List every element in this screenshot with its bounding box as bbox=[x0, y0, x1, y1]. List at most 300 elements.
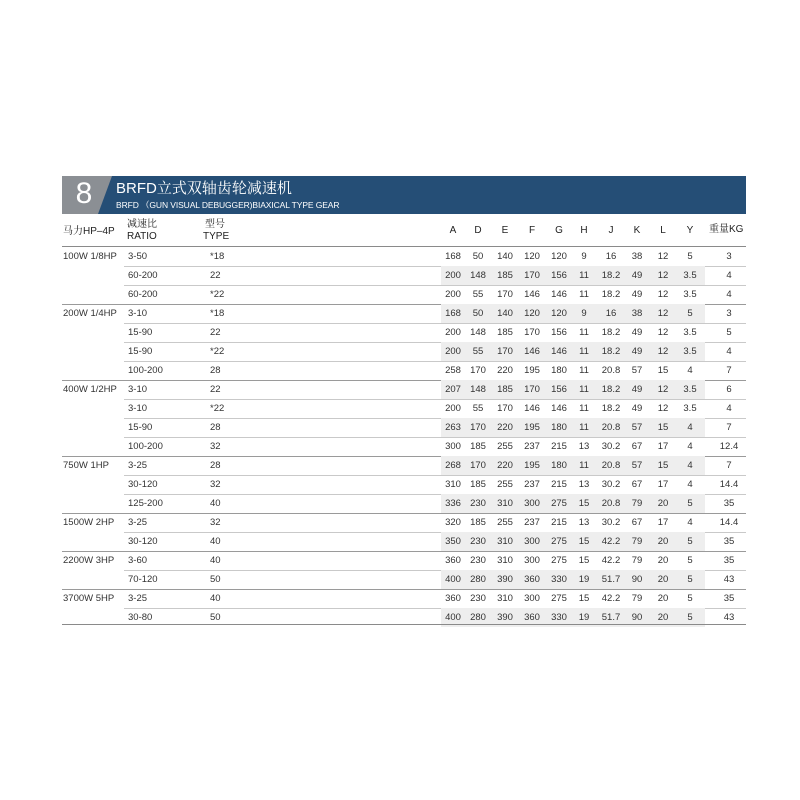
cell-ratio: 60-200 bbox=[128, 289, 158, 300]
cell-dim-f: 195 bbox=[524, 460, 540, 471]
cell-dim-k: 49 bbox=[631, 346, 643, 357]
cell-dim-j: 42.2 bbox=[601, 536, 621, 547]
cell-dim-k: 38 bbox=[631, 251, 643, 262]
cell-ratio: 3-25 bbox=[128, 517, 148, 528]
cell-dim-f: 170 bbox=[524, 384, 540, 395]
cell-dim-j: 20.8 bbox=[601, 498, 621, 509]
cell-type: 50 bbox=[210, 574, 221, 585]
cell-dim-g: 275 bbox=[551, 555, 567, 566]
cell-dim-h: 15 bbox=[578, 498, 590, 509]
cell-dim-a: 310 bbox=[445, 479, 461, 490]
cell-dim-y: 5 bbox=[687, 574, 693, 585]
cell-dim-f: 300 bbox=[524, 536, 540, 547]
cell-dim-f: 146 bbox=[524, 289, 540, 300]
table-row bbox=[0, 418, 800, 437]
cell-dim-e: 185 bbox=[497, 327, 513, 338]
cell-dim-j: 30.2 bbox=[601, 517, 621, 528]
cell-dim-e: 170 bbox=[497, 346, 513, 357]
cell-dim-d: 55 bbox=[472, 403, 484, 414]
header-dim-l: L bbox=[660, 225, 666, 236]
cell-ratio: 3-10 bbox=[128, 403, 148, 414]
cell-ratio: 15-90 bbox=[128, 422, 153, 433]
cell-weight: 35 bbox=[723, 536, 735, 547]
cell-dim-f: 120 bbox=[524, 308, 540, 319]
cell-ratio: 30-120 bbox=[128, 479, 158, 490]
header-ratio-cn: 减速比 bbox=[127, 219, 157, 230]
cell-dim-f: 120 bbox=[524, 251, 540, 262]
cell-dim-a: 200 bbox=[445, 346, 461, 357]
cell-dim-d: 185 bbox=[470, 479, 486, 490]
cell-dim-k: 49 bbox=[631, 403, 643, 414]
cell-type: 40 bbox=[210, 536, 221, 547]
cell-ratio: 3-50 bbox=[128, 251, 148, 262]
cell-weight: 35 bbox=[723, 498, 735, 509]
cell-dim-h: 9 bbox=[581, 251, 587, 262]
cell-dim-h: 15 bbox=[578, 593, 590, 604]
cell-dim-e: 310 bbox=[497, 536, 513, 547]
cell-ratio: 100-200 bbox=[128, 365, 163, 376]
cell-dim-f: 170 bbox=[524, 327, 540, 338]
cell-dim-j: 18.2 bbox=[601, 346, 621, 357]
cell-dim-f: 170 bbox=[524, 270, 540, 281]
cell-dim-d: 55 bbox=[472, 289, 484, 300]
cell-dim-l: 20 bbox=[657, 555, 669, 566]
cell-dim-a: 168 bbox=[445, 251, 461, 262]
cell-dim-y: 5 bbox=[687, 536, 693, 547]
cell-dim-g: 215 bbox=[551, 479, 567, 490]
cell-dim-g: 330 bbox=[551, 612, 567, 623]
cell-power: 400W 1/2HP bbox=[63, 384, 117, 395]
cell-dim-g: 215 bbox=[551, 441, 567, 452]
table-row bbox=[0, 551, 800, 570]
cell-dim-k: 67 bbox=[631, 479, 643, 490]
cell-dim-d: 148 bbox=[470, 384, 486, 395]
cell-weight: 7 bbox=[726, 422, 732, 433]
cell-dim-l: 20 bbox=[657, 612, 669, 623]
cell-dim-e: 170 bbox=[497, 403, 513, 414]
cell-dim-k: 57 bbox=[631, 422, 643, 433]
cell-dim-y: 5 bbox=[687, 555, 693, 566]
cell-dim-y: 3.5 bbox=[683, 346, 697, 357]
cell-dim-g: 156 bbox=[551, 327, 567, 338]
header-power: 马力HP–4P bbox=[63, 226, 115, 237]
cell-weight: 4 bbox=[726, 289, 732, 300]
cell-dim-f: 360 bbox=[524, 574, 540, 585]
cell-dim-f: 237 bbox=[524, 479, 540, 490]
cell-type: 32 bbox=[210, 517, 221, 528]
table-row bbox=[0, 323, 800, 342]
cell-dim-h: 11 bbox=[579, 346, 589, 357]
cell-dim-a: 168 bbox=[445, 308, 461, 319]
cell-dim-d: 280 bbox=[470, 574, 486, 585]
header-dim-d: D bbox=[474, 225, 482, 236]
cell-dim-d: 55 bbox=[472, 346, 484, 357]
table-row bbox=[0, 494, 800, 513]
cell-dim-h: 11 bbox=[579, 327, 589, 338]
cell-dim-l: 12 bbox=[657, 384, 669, 395]
cell-type: 40 bbox=[210, 498, 221, 509]
cell-dim-d: 230 bbox=[470, 555, 486, 566]
cell-dim-a: 350 bbox=[445, 536, 461, 547]
cell-dim-a: 268 bbox=[445, 460, 461, 471]
cell-dim-l: 12 bbox=[657, 346, 669, 357]
cell-dim-a: 258 bbox=[445, 365, 461, 376]
cell-dim-j: 42.2 bbox=[601, 555, 621, 566]
cell-dim-h: 11 bbox=[579, 289, 589, 300]
cell-dim-a: 400 bbox=[445, 574, 461, 585]
cell-weight: 12.4 bbox=[719, 441, 739, 452]
cell-dim-e: 185 bbox=[497, 384, 513, 395]
table-row bbox=[0, 475, 800, 494]
cell-dim-h: 11 bbox=[579, 403, 589, 414]
cell-weight: 35 bbox=[723, 593, 735, 604]
cell-weight: 7 bbox=[726, 460, 732, 471]
cell-dim-h: 19 bbox=[578, 612, 590, 623]
cell-dim-l: 20 bbox=[657, 536, 669, 547]
cell-dim-k: 67 bbox=[631, 517, 643, 528]
cell-dim-d: 185 bbox=[470, 517, 486, 528]
cell-dim-j: 18.2 bbox=[601, 289, 621, 300]
cell-dim-y: 5 bbox=[687, 498, 693, 509]
header-dim-y: Y bbox=[686, 225, 694, 236]
cell-dim-d: 170 bbox=[470, 365, 486, 376]
cell-type: 22 bbox=[210, 327, 221, 338]
cell-dim-g: 146 bbox=[551, 289, 567, 300]
cell-dim-a: 360 bbox=[445, 593, 461, 604]
cell-dim-e: 310 bbox=[497, 498, 513, 509]
cell-dim-e: 390 bbox=[497, 612, 513, 623]
cell-dim-l: 12 bbox=[657, 308, 669, 319]
header-dim-h: H bbox=[580, 225, 588, 236]
cell-dim-j: 51.7 bbox=[601, 574, 621, 585]
cell-dim-g: 180 bbox=[551, 365, 567, 376]
cell-dim-k: 79 bbox=[631, 593, 643, 604]
cell-dim-g: 330 bbox=[551, 574, 567, 585]
cell-dim-y: 3.5 bbox=[683, 327, 697, 338]
table-row bbox=[0, 532, 800, 551]
cell-dim-j: 18.2 bbox=[601, 327, 621, 338]
cell-dim-k: 49 bbox=[631, 384, 643, 395]
cell-dim-l: 17 bbox=[657, 479, 669, 490]
cell-dim-g: 215 bbox=[551, 517, 567, 528]
cell-weight: 3 bbox=[726, 308, 732, 319]
cell-dim-j: 18.2 bbox=[601, 403, 621, 414]
cell-dim-e: 140 bbox=[497, 308, 513, 319]
cell-weight: 5 bbox=[726, 327, 732, 338]
cell-dim-h: 13 bbox=[578, 441, 590, 452]
cell-dim-e: 255 bbox=[497, 517, 513, 528]
cell-dim-y: 5 bbox=[687, 593, 693, 604]
cell-dim-y: 5 bbox=[687, 251, 693, 262]
header-dim-a: A bbox=[449, 225, 457, 236]
cell-dim-j: 18.2 bbox=[601, 270, 621, 281]
cell-dim-d: 185 bbox=[470, 441, 486, 452]
cell-type: *18 bbox=[210, 251, 225, 262]
cell-power: 3700W 5HP bbox=[63, 593, 115, 604]
table-row bbox=[0, 361, 800, 380]
cell-dim-f: 237 bbox=[524, 441, 540, 452]
cell-weight: 14.4 bbox=[719, 479, 739, 490]
table-row bbox=[0, 285, 800, 304]
cell-dim-h: 11 bbox=[579, 270, 589, 281]
cell-dim-g: 180 bbox=[551, 422, 567, 433]
cell-dim-e: 185 bbox=[497, 270, 513, 281]
cell-dim-f: 195 bbox=[524, 365, 540, 376]
cell-ratio: 3-10 bbox=[128, 384, 148, 395]
cell-dim-k: 79 bbox=[631, 536, 643, 547]
cell-dim-a: 263 bbox=[445, 422, 461, 433]
cell-dim-d: 50 bbox=[472, 251, 484, 262]
cell-dim-j: 20.8 bbox=[601, 365, 621, 376]
cell-ratio: 3-25 bbox=[128, 460, 148, 471]
cell-weight: 43 bbox=[723, 612, 735, 623]
cell-ratio: 125-200 bbox=[128, 498, 163, 509]
cell-dim-y: 3.5 bbox=[683, 270, 697, 281]
cell-dim-e: 220 bbox=[497, 422, 513, 433]
cell-ratio: 70-120 bbox=[128, 574, 158, 585]
cell-dim-l: 15 bbox=[657, 365, 669, 376]
page-title: BRFD立式双轴齿轮减速机 bbox=[116, 180, 292, 197]
table-row bbox=[0, 513, 800, 532]
cell-weight: 4 bbox=[726, 403, 732, 414]
cell-dim-d: 280 bbox=[470, 612, 486, 623]
cell-dim-f: 360 bbox=[524, 612, 540, 623]
cell-dim-k: 38 bbox=[631, 308, 643, 319]
cell-dim-a: 200 bbox=[445, 327, 461, 338]
header-dim-e: E bbox=[501, 225, 509, 236]
cell-dim-l: 12 bbox=[657, 270, 669, 281]
table-row bbox=[0, 342, 800, 361]
cell-dim-j: 20.8 bbox=[601, 460, 621, 471]
cell-dim-j: 18.2 bbox=[601, 384, 621, 395]
cell-dim-y: 5 bbox=[687, 308, 693, 319]
cell-ratio: 3-60 bbox=[128, 555, 148, 566]
cell-dim-f: 300 bbox=[524, 498, 540, 509]
cell-type: *18 bbox=[210, 308, 225, 319]
cell-dim-j: 30.2 bbox=[601, 479, 621, 490]
cell-dim-e: 255 bbox=[497, 479, 513, 490]
cell-type: 50 bbox=[210, 612, 221, 623]
cell-dim-y: 4 bbox=[687, 460, 693, 471]
cell-type: 22 bbox=[210, 384, 221, 395]
cell-dim-y: 4 bbox=[687, 365, 693, 376]
cell-weight: 43 bbox=[723, 574, 735, 585]
cell-type: *22 bbox=[210, 289, 225, 300]
cell-dim-a: 200 bbox=[445, 289, 461, 300]
cell-power: 1500W 2HP bbox=[63, 517, 115, 528]
cell-dim-h: 11 bbox=[579, 365, 589, 376]
header-type-en: TYPE bbox=[203, 231, 230, 242]
cell-dim-d: 148 bbox=[470, 270, 486, 281]
cell-dim-d: 230 bbox=[470, 498, 486, 509]
cell-dim-y: 5 bbox=[687, 612, 693, 623]
cell-ratio: 30-80 bbox=[128, 612, 153, 623]
cell-ratio: 3-25 bbox=[128, 593, 148, 604]
cell-dim-a: 200 bbox=[445, 270, 461, 281]
cell-dim-e: 255 bbox=[497, 441, 513, 452]
cell-dim-a: 300 bbox=[445, 441, 461, 452]
cell-dim-g: 275 bbox=[551, 498, 567, 509]
header-type-cn: 型号 bbox=[205, 219, 225, 230]
cell-dim-h: 19 bbox=[578, 574, 590, 585]
header-weight: 重量KG bbox=[709, 224, 744, 235]
cell-dim-f: 195 bbox=[524, 422, 540, 433]
cell-dim-f: 300 bbox=[524, 555, 540, 566]
cell-dim-h: 11 bbox=[579, 460, 589, 471]
cell-dim-k: 49 bbox=[631, 327, 643, 338]
cell-dim-y: 4 bbox=[687, 479, 693, 490]
cell-type: 32 bbox=[210, 479, 221, 490]
cell-dim-l: 12 bbox=[657, 251, 669, 262]
cell-dim-e: 140 bbox=[497, 251, 513, 262]
cell-dim-j: 42.2 bbox=[601, 593, 621, 604]
cell-power: 200W 1/4HP bbox=[63, 308, 117, 319]
cell-ratio: 100-200 bbox=[128, 441, 163, 452]
cell-dim-d: 50 bbox=[472, 308, 484, 319]
cell-type: 28 bbox=[210, 422, 221, 433]
cell-dim-h: 15 bbox=[578, 536, 590, 547]
cell-dim-g: 156 bbox=[551, 384, 567, 395]
cell-dim-k: 49 bbox=[631, 289, 643, 300]
cell-dim-a: 360 bbox=[445, 555, 461, 566]
cell-ratio: 60-200 bbox=[128, 270, 158, 281]
cell-dim-l: 20 bbox=[657, 593, 669, 604]
cell-dim-j: 30.2 bbox=[601, 441, 621, 452]
cell-dim-k: 90 bbox=[631, 574, 643, 585]
cell-dim-g: 275 bbox=[551, 593, 567, 604]
cell-dim-h: 9 bbox=[581, 308, 587, 319]
cell-dim-e: 390 bbox=[497, 574, 513, 585]
cell-dim-k: 79 bbox=[631, 555, 643, 566]
cell-dim-k: 79 bbox=[631, 498, 643, 509]
cell-dim-f: 146 bbox=[524, 346, 540, 357]
cell-dim-y: 4 bbox=[687, 441, 693, 452]
cell-type: *22 bbox=[210, 346, 225, 357]
cell-dim-a: 400 bbox=[445, 612, 461, 623]
cell-power: 100W 1/8HP bbox=[63, 251, 117, 262]
cell-dim-k: 67 bbox=[631, 441, 643, 452]
cell-dim-k: 57 bbox=[631, 460, 643, 471]
cell-dim-g: 275 bbox=[551, 536, 567, 547]
cell-dim-h: 11 bbox=[579, 422, 589, 433]
cell-dim-y: 4 bbox=[687, 422, 693, 433]
cell-type: 28 bbox=[210, 365, 221, 376]
header-ratio-en: RATIO bbox=[127, 231, 157, 242]
cell-ratio: 15-90 bbox=[128, 346, 153, 357]
table-row bbox=[0, 266, 800, 285]
cell-type: 32 bbox=[210, 441, 221, 452]
table-bottom-border bbox=[62, 624, 746, 625]
cell-dim-f: 300 bbox=[524, 593, 540, 604]
cell-dim-l: 12 bbox=[657, 289, 669, 300]
cell-dim-e: 310 bbox=[497, 593, 513, 604]
cell-dim-a: 200 bbox=[445, 403, 461, 414]
header-dim-k: K bbox=[633, 225, 641, 236]
cell-dim-h: 11 bbox=[579, 384, 589, 395]
cell-weight: 4 bbox=[726, 346, 732, 357]
cell-dim-g: 120 bbox=[551, 251, 567, 262]
cell-dim-k: 49 bbox=[631, 270, 643, 281]
table-row bbox=[0, 399, 800, 418]
cell-type: 22 bbox=[210, 270, 221, 281]
cell-type: *22 bbox=[210, 403, 225, 414]
cell-dim-e: 170 bbox=[497, 289, 513, 300]
cell-dim-l: 17 bbox=[657, 441, 669, 452]
cell-type: 40 bbox=[210, 555, 221, 566]
cell-type: 40 bbox=[210, 593, 221, 604]
cell-type: 28 bbox=[210, 460, 221, 471]
cell-dim-j: 51.7 bbox=[601, 612, 621, 623]
cell-dim-g: 180 bbox=[551, 460, 567, 471]
table-row bbox=[0, 380, 800, 399]
cell-dim-y: 4 bbox=[687, 517, 693, 528]
table-row bbox=[0, 247, 800, 266]
cell-dim-j: 16 bbox=[605, 308, 617, 319]
cell-power: 2200W 3HP bbox=[63, 555, 115, 566]
cell-dim-d: 148 bbox=[470, 327, 486, 338]
header-dim-g: G bbox=[555, 225, 563, 236]
cell-dim-e: 220 bbox=[497, 365, 513, 376]
cell-dim-y: 3.5 bbox=[683, 289, 697, 300]
table-row bbox=[0, 437, 800, 456]
table-row bbox=[0, 304, 800, 323]
table-row bbox=[0, 589, 800, 608]
header-dim-f: F bbox=[528, 225, 536, 236]
cell-dim-a: 336 bbox=[445, 498, 461, 509]
cell-dim-j: 16 bbox=[605, 251, 617, 262]
cell-dim-l: 17 bbox=[657, 517, 669, 528]
cell-dim-g: 120 bbox=[551, 308, 567, 319]
cell-dim-l: 15 bbox=[657, 422, 669, 433]
cell-ratio: 15-90 bbox=[128, 327, 153, 338]
cell-dim-j: 20.8 bbox=[601, 422, 621, 433]
page-subtitle: BRFD （GUN VISUAL DEBUGGER)BIAXICAL TYPE GEAR bbox=[116, 200, 340, 210]
cell-weight: 35 bbox=[723, 555, 735, 566]
cell-ratio: 30-120 bbox=[128, 536, 158, 547]
cell-dim-k: 90 bbox=[631, 612, 643, 623]
cell-dim-h: 13 bbox=[578, 517, 590, 528]
cell-dim-g: 146 bbox=[551, 403, 567, 414]
cell-dim-e: 220 bbox=[497, 460, 513, 471]
cell-dim-a: 207 bbox=[445, 384, 461, 395]
cell-dim-d: 170 bbox=[470, 422, 486, 433]
cell-dim-h: 15 bbox=[578, 555, 590, 566]
cell-dim-y: 3.5 bbox=[683, 403, 697, 414]
section-number: 8 bbox=[75, 177, 93, 210]
cell-weight: 4 bbox=[726, 270, 732, 281]
cell-dim-f: 237 bbox=[524, 517, 540, 528]
cell-dim-e: 310 bbox=[497, 555, 513, 566]
cell-weight: 7 bbox=[726, 365, 732, 376]
table-row bbox=[0, 570, 800, 589]
cell-weight: 6 bbox=[726, 384, 732, 395]
cell-dim-d: 170 bbox=[470, 460, 486, 471]
header-dim-j: J bbox=[608, 225, 614, 236]
cell-power: 750W 1HP bbox=[63, 460, 109, 471]
cell-dim-y: 3.5 bbox=[683, 384, 697, 395]
cell-dim-d: 230 bbox=[470, 593, 486, 604]
cell-dim-h: 13 bbox=[578, 479, 590, 490]
cell-dim-f: 146 bbox=[524, 403, 540, 414]
cell-dim-a: 320 bbox=[445, 517, 461, 528]
cell-dim-l: 15 bbox=[657, 460, 669, 471]
cell-dim-l: 20 bbox=[657, 498, 669, 509]
cell-ratio: 3-10 bbox=[128, 308, 148, 319]
cell-dim-l: 20 bbox=[657, 574, 669, 585]
cell-dim-g: 146 bbox=[551, 346, 567, 357]
cell-weight: 3 bbox=[726, 251, 732, 262]
cell-dim-l: 12 bbox=[657, 327, 669, 338]
